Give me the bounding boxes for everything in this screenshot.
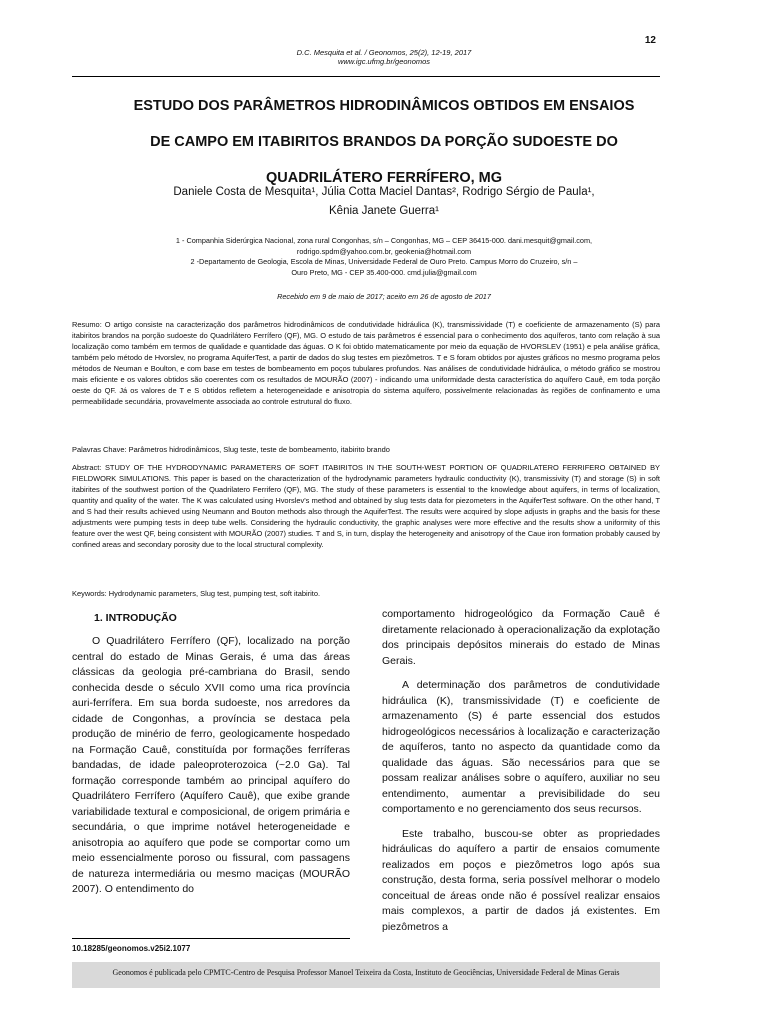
affiliation-1 — [100, 235, 668, 257]
authors-line: Daniele Costa de Mesquita¹, Júlia Cotta Maciel Dantas², Rodrigo Sérgio de Paula¹, — [173, 186, 595, 198]
journal-url: www.igc.ufmg.br/geonomos — [337, 57, 431, 66]
affiliation-line: 1 - Companhia Siderúrgica Nacional, zona rural Congonhas, s/n – Congonhas, MG – CEP 36415-000. dani.mesquit@gmail.com, — [175, 236, 593, 245]
body-paragraph: A determinação dos parâmetros de condutividade hidráulica (K), transmissividade (T) e coeficiente de armazenamento (S) é parte essencial dos estudos hidrogeológicos necessários à localização e caracterização de aquíferos, tanto no aspecto da quantidade como da qualidade das águas. São necessários para que se possam realizar análises sobre o aquífero, auxiliar no seu entendimento, aumentar a previsibilidade do seu comportamento e no gerenciamento dos seus recursos. — [382, 679, 660, 815]
left-column — [72, 634, 350, 898]
affiliation-2 — [100, 256, 668, 278]
keywords: Keywords: Hydrodynamic parameters, Slug test, pumping test, soft itabirito. — [72, 589, 321, 598]
title-line: ESTUDO DOS PARÂMETROS HIDRODINÂMICOS OBTIDOS EM ENSAIOS — [133, 98, 635, 114]
palavras-chave: Palavras Chave: Parâmetros hidrodinâmicos, Slug teste, teste de bombeamento, itabirito brando — [72, 445, 390, 454]
authors — [80, 183, 688, 221]
received-date: Recebido em 9 de maio de 2017; aceito em 26 de agosto de 2017 — [277, 292, 491, 301]
affiliation-line: 2 -Departamento de Geologia, Escola de Minas, Universidade Federal de Ouro Preto. Campus Morro do Cruzeiro, s/n – — [190, 257, 578, 266]
doi-rule — [72, 938, 350, 939]
paper-title — [80, 88, 688, 196]
title-line: QUADRILÁTERO FERRÍFERO, MG — [265, 170, 503, 186]
body-paragraph: Este trabalho, buscou-se obter as propriedades hidráulicas do aquífero a partir de ensaios comumente realizados em poços e piezômetros logo após sua construção, desta forma, seria possível melhorar o modelo conceitual de áreas onde não é possível realizar ensaios mais complexos, a partir de dados já existentes. Em piezômetros a — [382, 827, 660, 933]
affiliation-line: rodrigo.spdm@yahoo.com.br, geokenia@hotmail.com — [296, 247, 472, 256]
authors-line: Kênia Janete Guerra¹ — [329, 205, 439, 217]
affiliation-line: Ouro Preto, MG - CEP 35.400-000. cmd.julia@gmail.com — [291, 268, 477, 277]
running-head: D.C. Mesquita et al. / Geonomos, 25(2), 12-19, 2017 — [296, 48, 472, 57]
footer-text: Geonomos é publicada pelo CPMTC-Centro de Pesquisa Professor Manoel Teixeira da Costa, Instituto de Geociências, Universidade Federal de Minas Gerais — [112, 968, 620, 977]
body-paragraph: O Quadrilátero Ferrífero (QF), localizado na porção central do estado de Minas Gerais, é uma das áreas clássicas da geologia pré-cambriana do Brasil, sendo conhecida desde o século XVII como uma rica província auri-ferrífera. Em sua borda sudoeste, nos arredores da cidade de Congonhas, a província se destaca pela produção de minério de ferro, geologicamente hospedado na Formação Cauê, constituída por formações ferríferas bandadas, de idade paleoproterozoica (~2.0 Ga). Tal formação corresponde também ao principal aquífero do Quadrilátero Ferrífero (Aquífero Cauê), que exibe grande variabilidade textural e composicional, de origem primária e secundária, o que imprime notável heterogeneidade e anisotropia ao aquífero que pode se comportar como um meio essencialmente poroso ou fissural, com passagens de natureza intermediária ou mesmo maciças (MOURÃO 2007). O entendimento do — [72, 635, 350, 895]
doi: 10.18285/geonomos.v25i2.1077 — [72, 944, 191, 953]
header-rule — [72, 76, 660, 77]
resumo: Resumo: O artigo consiste na caracterização dos parâmetros hidrodinâmicos de condutividade hidráulica (K), transmissividade (T) e coeficiente de armazenamento (S) para itabiritos brandos na porção sudoeste do Quadrilátero Ferrífero (QF), MG. O estudo de tais parâmetros é essencial para o conhecimento dos aquíferos, tanto com relação à sua localização como também em termos de qualidade e quantidade das águas. O K foi obtido matematicamente por meio da equação de HVORSLEV (1951) e pela análise gráfica, também pelo método de Hvorslev, no programa AquiferTest, a partir de dados do slug testes em piezômetros. T e S foram obtidos por ajustes gráficos no mesmo programa pelos métodos de Neuman e Boulton, e com base em testes de bombeamento em poços tubulares profundos. Nas análises de condutividade hidráulica, o método gráfico se mostrou mais eficiente e os valores obtidos são coerentes com os resultados de MOURÃO (2007) - indicando uma uniformidade desta característica do aquífero Cauê, em toda porção oeste do QF. Já os valores de T e S obtidos refletem a heterogeneidade e anisotropia do sistema aquífero, possivelmente relacionadas às regiões de confinamento e uma permeabilidade secundária, provavelmente associada ao controle estrutural do fluxo. — [72, 320, 660, 406]
right-column — [382, 607, 660, 935]
section-heading: 1. INTRODUÇÃO — [94, 612, 177, 624]
title-line: DE CAMPO EM ITABIRITOS BRANDOS DA PORÇÃO SUDOESTE DO — [150, 134, 618, 150]
abstract: Abstract: STUDY OF THE HYDRODYNAMIC PARAMETERS OF SOFT ITABIRITOS IN THE SOUTH-WEST PORTION OF QUADRILATERO FERRIFERO OBTAINED BY FIELDWORK SIMULATIONS. This paper is based on the characterization of the hydrodynamic parameters hydraulic conductivity (K), transmissivity (T) and storage (S) in soft itabirites of the southwest portion of the Quadrilatero Ferrifero (QF), MG. The study of these parameters is essential to the knowledge about aquifers, in terms of localization, quantity and quality of the water. The K was calculated using Hvorslev's method and obtained by slug tests data for piezometers in the AquiferTest software. On the other hand, T and S had their results achieved using Neumann and Bouton methods also through the AquiferTest. The results were acquired by slope adjusts in graphs and the basis for these adjustments were pumping tests in deep tube wells. Considering the hydraulic conductivity, the graphic analyses were more effective and the results show a uniformity of this feature over the west QF, being consistent with MOURÃO (2007) studies. T and S, in turn, display the heterogeneity and anisotropy of the Caue iron formation probably caused by confined areas and secondary porosity due to the local structural complexity. — [72, 463, 660, 549]
body-paragraph: comportamento hidrogeológico da Formação Cauê é diretamente relacionado à operacionalização da explotação dos principais depósitos minerais do estado de Minas Gerais. — [382, 608, 660, 667]
page-number: 12 — [644, 35, 656, 46]
